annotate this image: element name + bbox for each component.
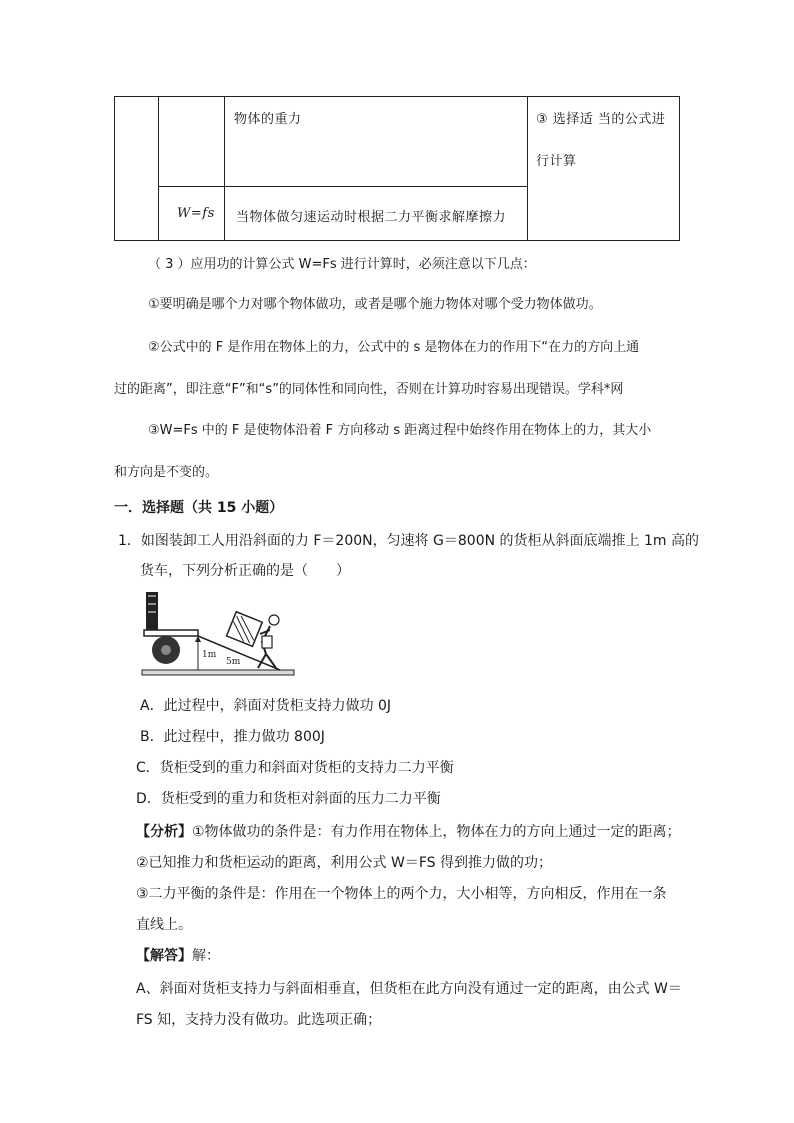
figure-height-label: 1m (202, 650, 217, 660)
analysis-line3: ③二力平衡的条件是：作用在一个物体上的两个力，大小相等，方向相反，作用在一条 (136, 886, 667, 902)
table-border-bottom (114, 240, 680, 241)
table-row-divider (158, 186, 528, 187)
option-d: D．货柜受到的重力和货柜对斜面的压力二力平衡 (136, 791, 441, 807)
answer-line2: FS 知，支持力没有做功。此选项正确； (136, 1012, 382, 1028)
ramp-figure (140, 590, 296, 682)
analysis-text-1: ①物体做功的条件是：有力作用在物体上，物体在力的方向上通过一定的距离； (192, 824, 681, 840)
answer-label: 【解答】 (136, 948, 192, 964)
question-stem-line1: 1．如图装卸工人用沿斜面的力 F＝200N，匀速将 G＝800N 的货柜从斜面底端推上 1m 高的 (118, 533, 699, 549)
table-divider-3 (527, 96, 528, 241)
section-title: 一．选择题（共 15 小题） (114, 500, 284, 516)
analysis-label: 【分析】 (136, 824, 192, 840)
answer-line1: A、斜面对货柜支持力与斜面相垂直，但货柜在此方向没有通过一定的距离，由公式 W＝ (136, 981, 682, 997)
table-cell-formula: W=fs (177, 206, 215, 221)
option-c: C．货柜受到的重力和斜面对货柜的支持力二力平衡 (136, 760, 454, 776)
option-a: A．此过程中，斜面对货柜支持力做功 0J (140, 698, 392, 714)
option-b: B．此过程中，推力做功 800J (140, 729, 325, 745)
answer-intro: 解： (192, 948, 220, 964)
table-cell-gravity: 物体的重力 (234, 112, 302, 127)
table-border-top (114, 96, 680, 97)
note-heading: （ 3 ）应用功的计算公式 W=Fs 进行计算时，必须注意以下几点： (148, 257, 536, 272)
note-3b: 和方向是不变的。 (114, 465, 219, 480)
table-divider-2 (224, 96, 225, 241)
analysis-line1 (136, 822, 681, 842)
note-2b: 过的距离”，即注意“F”和“s”的同体性和同向性，否则在计算功时容易出现错误。学科*网 (114, 382, 624, 397)
table-cell-right-line2: 行计算 (536, 154, 577, 169)
table-border-right (679, 96, 680, 241)
analysis-line2: ②已知推力和货柜运动的距离，利用公式 W＝FS 得到推力做的功； (136, 855, 552, 871)
table-cell-right-line1: ③ 选择适 当的公式进 (536, 112, 666, 127)
note-2a: ②公式中的 F 是作用在物体上的力，公式中的 s 是物体在力的作用下“在力的方向上通 (148, 340, 640, 355)
analysis-line4: 直线上。 (136, 917, 192, 933)
note-1: ①要明确是哪个力对哪个物体做功，或者是哪个施力物体对哪个受力物体做功。 (148, 297, 602, 312)
table-cell-friction: 当物体做匀速运动时根据二力平衡求解摩擦力 (236, 210, 507, 225)
answer-intro-line (136, 946, 220, 966)
figure-slope-label: 5m (226, 657, 241, 667)
note-3a: ③W=Fs 中的 F 是使物体沿着 F 方向移动 s 距离过程中始终作用在物体上的力，其大小 (148, 423, 652, 438)
question-stem-line2: 货车，下列分析正确的是（ ） (140, 563, 350, 579)
formula-table (114, 96, 680, 241)
table-border-left (114, 96, 115, 241)
table-divider-1 (158, 96, 159, 241)
